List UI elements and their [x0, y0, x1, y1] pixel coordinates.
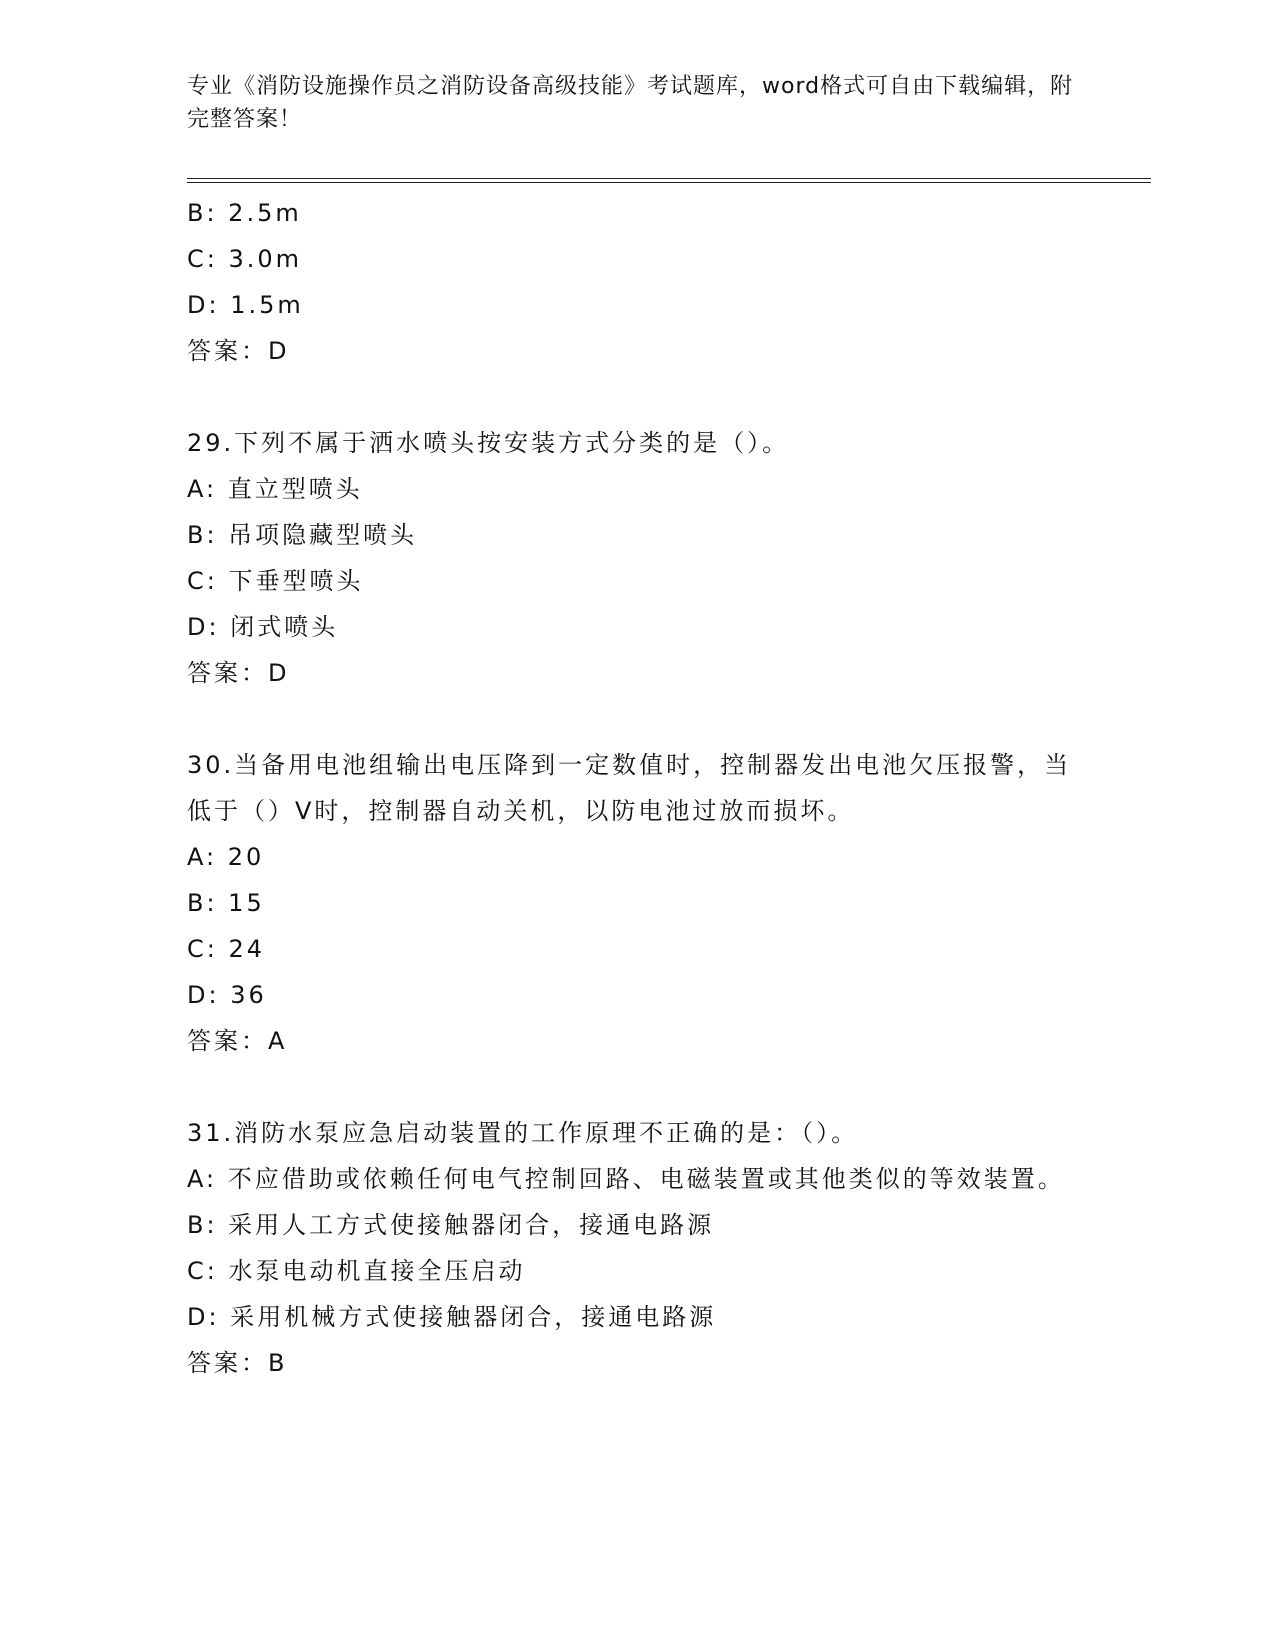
option-c: C: 3.0m	[187, 245, 303, 273]
spacer	[187, 1064, 1087, 1110]
option-c: C: 下垂型喷头	[187, 567, 364, 595]
document-header: 专业《消防设施操作员之消防设备高级技能》考试题库，word格式可自由下载编辑，附完整答案！	[187, 74, 1074, 132]
option-a: A: 20	[187, 843, 265, 871]
option-a: A: 直立型喷头	[187, 475, 363, 503]
question-text: 29.下列不属于洒水喷头按安装方式分类的是（）。	[187, 429, 790, 457]
question-text: 30.当备用电池组输出电压降到一定数值时，控制器发出电池欠压报警，当低于（）V时，控制器自动关机，以防电池过放而损坏。	[187, 751, 1072, 825]
header-divider-bottom	[187, 182, 1151, 183]
option-b: B: 2.5m	[187, 199, 302, 227]
option-d: D: 36	[187, 981, 267, 1009]
question-block-28	[187, 190, 1087, 374]
question-block-30	[187, 742, 1087, 1064]
option-d: D: 闭式喷头	[187, 613, 339, 641]
option-c: C: 24	[187, 935, 266, 963]
option-a: A: 不应借助或依赖任何电气控制回路、电磁装置或其他类似的等效装置。	[187, 1165, 1065, 1193]
question-text: 31.消防水泵应急启动装置的工作原理不正确的是：（）。	[187, 1119, 859, 1147]
answer-line: 答案：A	[187, 1027, 288, 1055]
spacer	[187, 374, 1087, 420]
question-block-29	[187, 420, 1087, 696]
option-c: C: 水泵电动机直接全压启动	[187, 1257, 526, 1285]
option-d: D: 采用机械方式使接触器闭合，接通电路源	[187, 1303, 717, 1331]
question-list	[187, 190, 1087, 1386]
option-d: D: 1.5m	[187, 291, 304, 319]
answer-line: 答案：B	[187, 1349, 288, 1377]
question-block-31	[187, 1110, 1087, 1386]
option-b: B: 采用人工方式使接触器闭合，接通电路源	[187, 1211, 715, 1239]
answer-line: 答案：D	[187, 659, 290, 687]
header-divider-top	[187, 178, 1151, 179]
answer-line: 答案：D	[187, 337, 290, 365]
option-b: B: 吊项隐藏型喷头	[187, 521, 418, 549]
option-b: B: 15	[187, 889, 265, 917]
spacer	[187, 696, 1087, 742]
